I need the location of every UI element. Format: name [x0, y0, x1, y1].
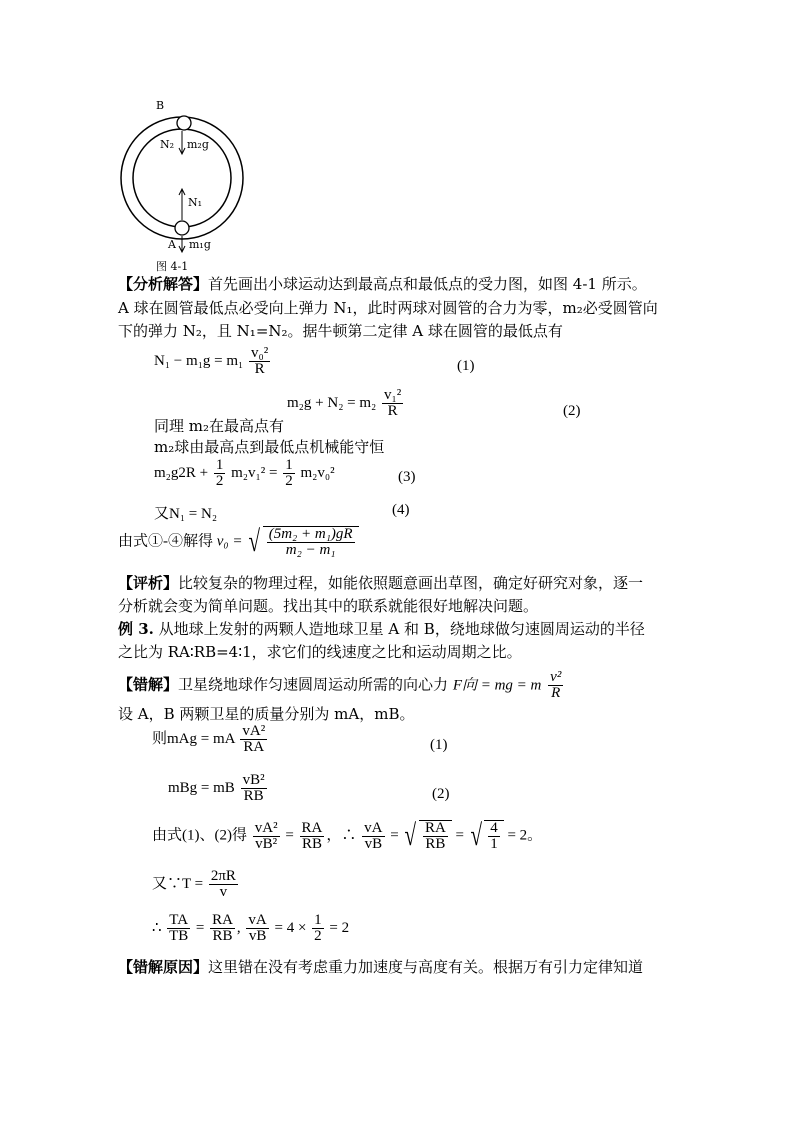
equation-c: [152, 820, 542, 852]
eq3-half-1: $\frac{1}{2}$: [215, 457, 224, 489]
tube-diagram: [118, 98, 248, 278]
wrong-fraction: $\frac{\text{v²}}{R}$: [550, 669, 562, 701]
eq5-radical: √: [248, 525, 261, 558]
label-n1: N₁: [188, 196, 203, 209]
eqc-f3: $\frac{vA}{vB}$: [364, 819, 383, 852]
comment-line-2: 分析就会变为简单问题。找出其中的联系就能很好地解决问题。: [118, 597, 539, 615]
equation-5: [118, 526, 359, 558]
equation-2-prefix: 同理 m₂在最高点有: [154, 417, 285, 435]
eqc-f5: $\frac{4}{1}$: [490, 820, 498, 852]
analysis-line-2: A 球在圆管最低点必受向上弹力 N₁，此时两球对圆管的合力为零，m₂必受圆管向: [118, 299, 658, 317]
example-3-text-1: 从地球上发射的两颗人造地球卫星 A 和 B，绕地球做匀速圆周运动的半径: [153, 620, 645, 638]
label-b: B: [156, 99, 165, 112]
eqc-f2: $\frac{RA}{RB}$: [301, 819, 323, 852]
eq5-prefix: 由式①-④解得: [118, 533, 213, 550]
ball-a: [175, 221, 189, 235]
eq3-half-2: $\frac{1}{2}$: [285, 457, 293, 489]
wrong-solution-line-2: 设 A，B 两颗卫星的质量分别为 mA，mB。: [118, 705, 415, 723]
analysis-text-1: 首先画出小球运动达到最高点和最低点的受力图，如图 4-1 所示。: [208, 275, 647, 293]
label-m1g: m₁g: [189, 238, 211, 251]
eqc-therefore: ，∴: [326, 827, 357, 844]
example-3-line-2: 之比为 RA∶RB=4∶1，求它们的线速度之比和运动周期之比。: [118, 643, 522, 661]
eqc-eq-1: =: [285, 827, 294, 844]
equation-2-number: (2): [563, 403, 581, 419]
eqc-eq-2: =: [390, 827, 399, 844]
eqc-f4: $\frac{RA}{RB}$: [424, 820, 446, 852]
wrong-solution-line-1: [118, 670, 565, 701]
eqc-root-2: [484, 820, 504, 852]
eqa-fraction: $\frac{\text{vA²}}{RA}$: [242, 723, 266, 755]
example-3-tag: 例 3.: [118, 620, 154, 638]
eqc-radical-1: √: [404, 819, 417, 852]
equation-b: [168, 773, 269, 804]
eqe-f2: $\frac{RA}{RB}$: [212, 912, 233, 944]
eqe-f3: $\frac{vA}{vB}$: [248, 912, 267, 944]
eq3-part-a: m₂g2R +: [154, 464, 209, 481]
eqc-result: = 2。: [507, 827, 543, 844]
eqe-prefix: ∴: [152, 919, 162, 936]
wrong-reason-line: [118, 956, 643, 977]
eq5-root: [263, 526, 359, 558]
equation-4: 又N₁ = N₂: [154, 506, 218, 522]
equation-1-number: (1): [457, 358, 475, 374]
eqe-mid: = 4 ×: [274, 919, 307, 936]
eqe-result: = 2: [329, 919, 350, 936]
eq1-lhs: N₁ − m₁g = m₁: [154, 352, 244, 369]
equation-4-number: (4): [392, 502, 410, 518]
analysis-line-1: [118, 273, 647, 294]
equation-a-number: (1): [430, 737, 448, 753]
equation-a: [152, 724, 269, 755]
eqc-f1: $\frac{\text{vA²}}{\text{vB²}}$: [254, 819, 278, 852]
wrong-formula: F向 = mg = m: [452, 677, 542, 694]
eqb-fraction: $\frac{\text{vB²}}{RB}$: [242, 772, 265, 804]
wrong-reason-text: 这里错在没有考虑重力加速度与高度有关。根据万有引力定律知道: [208, 958, 644, 976]
eq2-fraction: $\frac{\text{v₁²}}{R}$: [384, 387, 402, 419]
figure-caption: 图 4-1: [156, 260, 189, 273]
wrong-text: 卫星绕地球作匀速圆周运动所需的向心力: [178, 675, 449, 694]
eqd-fraction: $\frac{2\pi R}{v}$: [210, 868, 236, 900]
eq3-part-c: m₂v₀²: [300, 464, 335, 481]
label-a: A: [168, 238, 176, 251]
equation-d: [152, 869, 240, 900]
eqc-root-1: [419, 820, 452, 852]
eqc-radical-2: √: [470, 819, 482, 852]
eqe-f4: $\frac{1}{2}$: [314, 912, 322, 944]
eq5-lhs: v₀ =: [216, 533, 243, 550]
label-m2g: m₂g: [187, 138, 209, 151]
eqb-lhs: mBg = mB: [168, 779, 235, 796]
equation-1: [154, 346, 272, 377]
wrong-reason-tag: 【错解原因】: [118, 958, 209, 976]
equation-b-number: (2): [432, 786, 450, 802]
equation-2: [287, 388, 405, 419]
comment-line-1: [118, 572, 643, 593]
eq5-fraction: $\frac{\text{(5m₂ + m₁)gR}}{\text{m₂ − m₁}}$: [268, 526, 353, 558]
ball-b: [177, 116, 191, 130]
equation-e: ∴ $\frac{TA}{TB}$ = $\frac{RA}{RB}$ , $\frac{vA}{vB}$ = 4 × $\frac{1}{2}$ = 2: [152, 912, 350, 944]
equation-3: [154, 458, 335, 489]
eqc-prefix: 由式(1)、(2)得: [152, 827, 247, 844]
eqd-lhs: 又∵T =: [152, 875, 204, 892]
comment-tag: 【评析】: [118, 574, 179, 592]
eqe-f1: $\frac{TA}{TB}$: [169, 912, 189, 944]
eq2-lhs: m₂g + N₂ = m₂: [287, 394, 377, 411]
wrong-tag: 【错解】: [118, 675, 179, 694]
eqc-eq-3: =: [455, 827, 464, 844]
equation-3-number: (3): [398, 469, 416, 485]
label-n2: N₂: [160, 138, 175, 151]
energy-conservation-line: m₂球由最高点到最低点机械能守恒: [154, 438, 385, 456]
eqa-lhs: 则mAg = mA: [152, 730, 235, 747]
eq3-part-b: m₂v₁² =: [231, 464, 278, 481]
example-3-line-1: [118, 618, 645, 639]
eq1-fraction: $\frac{\text{v₀²}}{R}$: [251, 345, 269, 377]
analysis-line-3: 下的弹力 N₂，且 N₁=N₂。据牛顿第二定律 A 球在圆管的最低点有: [118, 322, 563, 340]
analysis-tag: 【分析解答】: [118, 275, 209, 293]
comment-text-1: 比较复杂的物理过程，如能依照题意画出草图，确定好研究对象，逐一: [178, 574, 644, 592]
